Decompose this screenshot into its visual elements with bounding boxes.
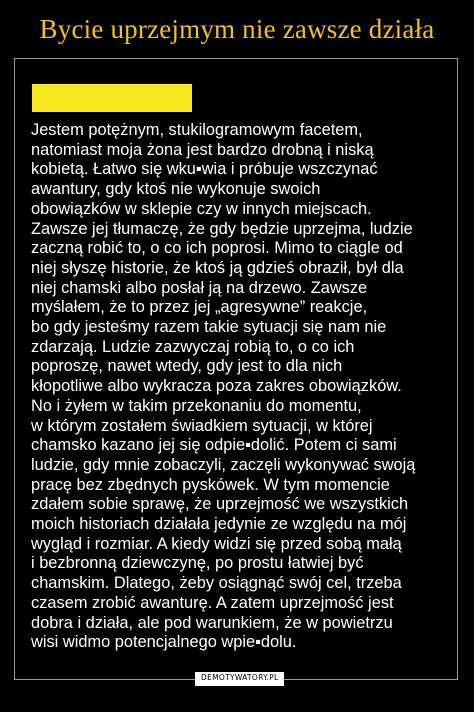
story-line: bo gdy jesteśmy razem takie sytuacji się nam nie [31,318,387,337]
story-line: Zawsze jej tłumaczę, że gdy będzie uprzejma, ludzie [31,219,413,238]
story-line: wisi widmo potencjalnego wpie▪dolu. [31,633,297,652]
site-watermark: DEMOTYWATORY.PL [195,672,284,686]
story-line: chamskim. Dlatego, żeby osiągnąć swój cel, trzeba [31,574,402,593]
story-line: ludzie, gdy mnie zobaczyli, zaczęli wykonywać swoją [31,455,416,474]
story-line: pracę bez zbędnych pyskówek. W tym momencie [31,475,390,494]
story-line: czasem zrobić awanturę. A zatem uprzejmość jest [31,593,394,612]
story-line: myślałem, że to przez jej „agresywne” reakcje, [31,298,368,317]
story-line: moich historiach działała jedynie ze względu na mój [31,515,407,534]
story-line: kobietą. Łatwo się wku▪wia i próbuje wszczynać [31,160,378,179]
story-line: w którym zostałem świadkiem sytuacji, w której [31,416,373,435]
story-line: niej chamski albo posłał ją na drzewo. Zawsze [31,278,368,297]
story-line: dobra i działa, ale pod warunkiem, że w powietrzu [31,613,393,632]
story-line: zaczną robić to, o co ich poprosi. Mimo to ciągle od [31,239,403,258]
story-line: No i żyłem w takim przekonaniu do momentu, [31,396,362,415]
story-line: niej słyszę historie, że ktoś ją gdzieś obraził, był dla [31,258,404,277]
story-line: obowiązków w sklepie czy w innych miejscach. [31,199,372,218]
story-line: Jestem potężnym, stukilogramowym facetem, [31,121,363,139]
story-line: zdarzają. Ludzie zazwyczaj robią to, o co ich [31,337,355,356]
story-line: wygląd i rozmiar. A kiedy widzi się przed sobą małą [31,534,402,553]
page-title: Bycie uprzejmym nie zawsze działa [39,14,435,44]
story-line: kłopotliwe albo wykracza poza zakres obowiązków. [31,377,402,396]
story-line: i bezbronną dziewczynę, po prostu łatwiej być [31,554,364,573]
story-line: awantury, gdy ktoś nie wykonuje swoich [31,180,321,199]
story-line: poproszę, nawet wtedy, gdy jest to dla nich [31,357,343,376]
story-line: chamsko kazano jej się odpie▪dolić. Potem ci sami [31,436,397,455]
story-line: natomiast moja żona jest bardzo drobną i niską [31,140,374,159]
story-line: zdałem sobie sprawę, że uprzejmość we wszystkich [31,495,409,514]
redacted-highlight-bar [32,84,192,112]
story-text [31,121,451,653]
